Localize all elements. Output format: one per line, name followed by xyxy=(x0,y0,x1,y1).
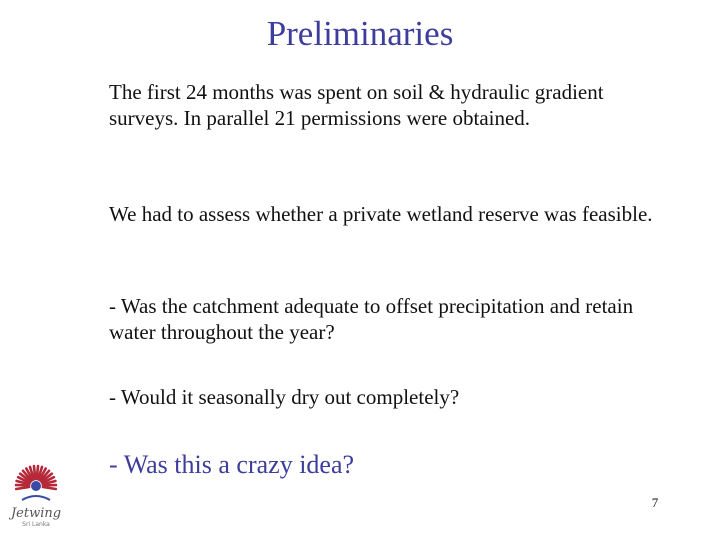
logo-wordmark: Jetwing xyxy=(10,506,62,521)
sunburst-logo-icon xyxy=(8,462,64,508)
jetwing-logo xyxy=(8,462,64,530)
slide-title: Preliminaries xyxy=(266,14,454,53)
logo-ray xyxy=(43,487,56,489)
page-number: 7 xyxy=(651,495,659,510)
paragraph-surveys: The first 24 months was spent on soil & hydraulic gradient surveys. In parallel 21 permissions were obtained. xyxy=(109,80,604,130)
logo-ray xyxy=(43,485,56,486)
paragraph-feasibility: We had to assess whether a private wetland reserve was feasible. xyxy=(109,202,653,226)
paragraph-dry-out-question: - Would it seasonally dry out completely? xyxy=(109,385,460,409)
logo-ray xyxy=(34,466,35,479)
paragraph-crazy-idea-question: - Was this a crazy idea? xyxy=(109,450,355,479)
logo-ray xyxy=(16,487,29,489)
logo-ray xyxy=(16,485,29,486)
paragraph-catchment-question: - Was the catchment adequate to offset precipitation and retain water throughout the year? xyxy=(109,294,634,344)
logo-subtext: Sri Lanka xyxy=(22,521,50,528)
